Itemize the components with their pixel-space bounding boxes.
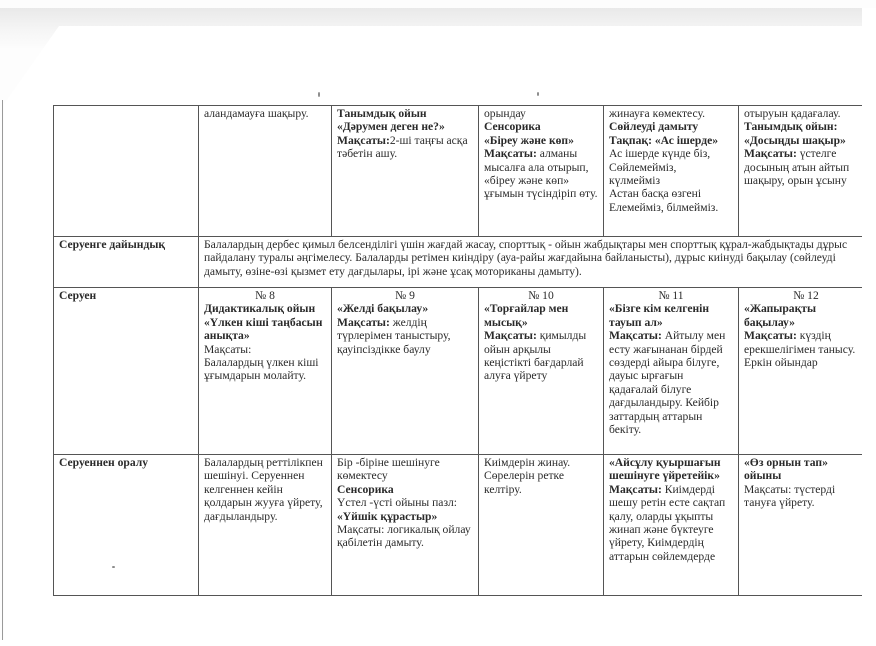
cell-text: «Біреу және көп» [484, 133, 574, 147]
cell-text: Балалардың реттілікпен шешінуі. Серуеннен келгеннен кейін қолдарын жууға үйрету, дағдыландыру. [204, 456, 323, 523]
cell-text: Астан басқа өзгені [609, 187, 702, 201]
cell-text: Танымдық ойын [337, 107, 427, 120]
cell-text: Бір -біріне шешінуге көмектесу [337, 456, 440, 483]
activity-number: № 12 [793, 289, 819, 302]
activity-number: № 11 [658, 289, 684, 302]
goal-label: Мақсаты: [744, 329, 797, 343]
table-cell [479, 106, 604, 237]
cell-text [609, 329, 733, 436]
table-cell [479, 455, 604, 596]
table-cell [739, 288, 874, 455]
row-header [54, 106, 199, 237]
activity-number: № 10 [528, 289, 554, 302]
scan-speck [112, 566, 115, 568]
paper-edge [2, 100, 3, 640]
cell-text: «Дәрумен деген не?» [337, 120, 445, 134]
cell-text: «Желді бақылау» [337, 302, 429, 316]
cell-text: «Өз орнын тап» ойыны [744, 456, 828, 483]
cell-text: Дидактикалық ойын [204, 302, 316, 316]
cell-text: Мақсаты: [204, 342, 252, 356]
table-cell [479, 288, 604, 455]
goal-text: алманы мысалға ала отырып, «біреу және көп» ұғымын түсіндіріп өту. [484, 147, 598, 201]
cell-text: Ас ішерде күнде біз, [609, 147, 711, 161]
goal-label: Мақсаты: [744, 147, 797, 161]
cell-text: «Бізге кім келгенін тауып ал» [609, 302, 710, 329]
cell-text: аландамауға шақыру. [204, 107, 309, 120]
cell-text [744, 329, 868, 356]
table-row [54, 106, 874, 237]
cell-text: «Жапырақты бақылау» [744, 302, 817, 329]
table-cell [199, 288, 332, 455]
table-cell [604, 288, 739, 455]
cell-text: Балалардың үлкен кіші ұғымдарын молайту. [204, 356, 319, 383]
table-row [54, 237, 874, 288]
goal-text: желдің түрлерімен таныстыру, қауіпсіздікке баулу [337, 315, 451, 356]
table-cell [739, 106, 874, 237]
table-cell [332, 455, 479, 596]
goal-text: Айтылу мен есту жағынанан бірдей сөздерді айыра білуге, дауыс ырғағын қадағалай білуге дағдыландыру. Кейбір заттардың аттарын бекіту. [609, 329, 726, 437]
goal-label: Мақсаты: [337, 133, 390, 147]
cell-text: Сенсорика [484, 120, 541, 134]
table-cell [739, 455, 874, 596]
cell-text [484, 329, 598, 383]
goal-label: Мақсаты: [609, 482, 662, 496]
cell-text: Тақпақ: «Ас ішерде» [609, 133, 719, 147]
goal-text: күздің ерекшелігімен танысу. [744, 329, 856, 356]
scan-speck [537, 92, 539, 96]
table-cell [332, 106, 479, 237]
cell-text: Сөйлемейміз, [609, 160, 677, 174]
cell-text: «Торғайлар мен мысық» [484, 302, 569, 329]
cell-text [337, 316, 473, 356]
row-header: Серуеннен оралу [54, 455, 199, 596]
goal-label: Мақсаты: [337, 315, 390, 329]
cell-text [609, 483, 733, 563]
cell-text: күлмейміз [609, 174, 661, 188]
cell-text: Танымдық ойын: [744, 120, 838, 134]
goal-label: Мақсаты: [609, 329, 662, 343]
cell-text: «Үйшік құрастыр» [337, 509, 438, 523]
goal-label: Мақсаты: [484, 147, 537, 161]
table-cell [199, 455, 332, 596]
goal-text: 2-ші таңғы асқа тәбетін ашу. [337, 133, 468, 161]
cell-text: Еркін ойындар [744, 356, 818, 370]
cell-text: Елемейміз, білмейміз. [609, 200, 719, 214]
cell-text: «Досыңды шақыр» [744, 133, 846, 147]
cell-text: Сенсорика [337, 482, 394, 496]
table-cell [199, 106, 332, 237]
table-row [54, 288, 874, 455]
cell-text: «Үлкен кіші таңбасын анықта» [204, 315, 323, 343]
cell-text [744, 147, 868, 187]
cell-text: отыруын қадағалау. [744, 107, 841, 120]
goal-text: қимылды ойын арқылы кеңістікті бағдарлай алуға үйрету [484, 329, 587, 383]
table-cell [332, 288, 479, 455]
cell-text [337, 134, 473, 161]
goal-text: үстелге досының атын айтып шақыру, орын ұсыну [744, 147, 850, 188]
table-cell [604, 455, 739, 596]
cell-text: Мақсаты: түстерді тануға үйрету. [744, 482, 836, 510]
cell-text: орындау [484, 107, 526, 120]
goal-label: Мақсаты: [484, 329, 537, 343]
lesson-plan-table [53, 105, 874, 596]
cell-text: жинауға көмектесу. [609, 107, 705, 120]
row-header: Серуенге дайындық [54, 237, 199, 288]
cell-text [484, 147, 598, 201]
cell-text: Мақсаты: логикалық ойлау қабілетін дамыту. [337, 523, 471, 550]
scan-speck [318, 92, 320, 97]
cell-text: «Айсұлу қуыршағын шешінуге үйретейік» [609, 456, 721, 483]
row-header: Серуен [54, 288, 199, 455]
table-cell [604, 106, 739, 237]
table-row [54, 455, 874, 596]
cell-text: Киімдерін жинау. Сөрелерін ретке келтіру. [484, 456, 571, 496]
activity-number: № 9 [395, 289, 415, 302]
cell-text: Үстел -үсті ойыны пазл: [337, 496, 458, 510]
activity-number: № 8 [255, 289, 275, 302]
cell-text: Сөйлеуді дамыту [609, 120, 699, 134]
merged-cell: Балалардың дербес қимыл белсенділігі үшін жағдай жасау, спорттық - ойын жабдықтары мен спорттық құрал-жабдықтады дұрыс пайдалану туралы әңгімелесу. Балаларды ретімен киіндіру (ауа-райы жағдайына байланысты), дұрыс киінуді бақылау (сөйлеуді дамыту, өзіне-өзі қызмет ету дағдылары, ірі және ұсақ моториканы дамыту). [199, 237, 874, 288]
scan-margin-right [862, 8, 876, 640]
goal-text: Киімдерді шешу ретін есте сақтап қалу, оларды ұқыпты жинап және бүктеуге үйрету, Киімдердің аттарын сөйлемдерде [609, 482, 726, 563]
